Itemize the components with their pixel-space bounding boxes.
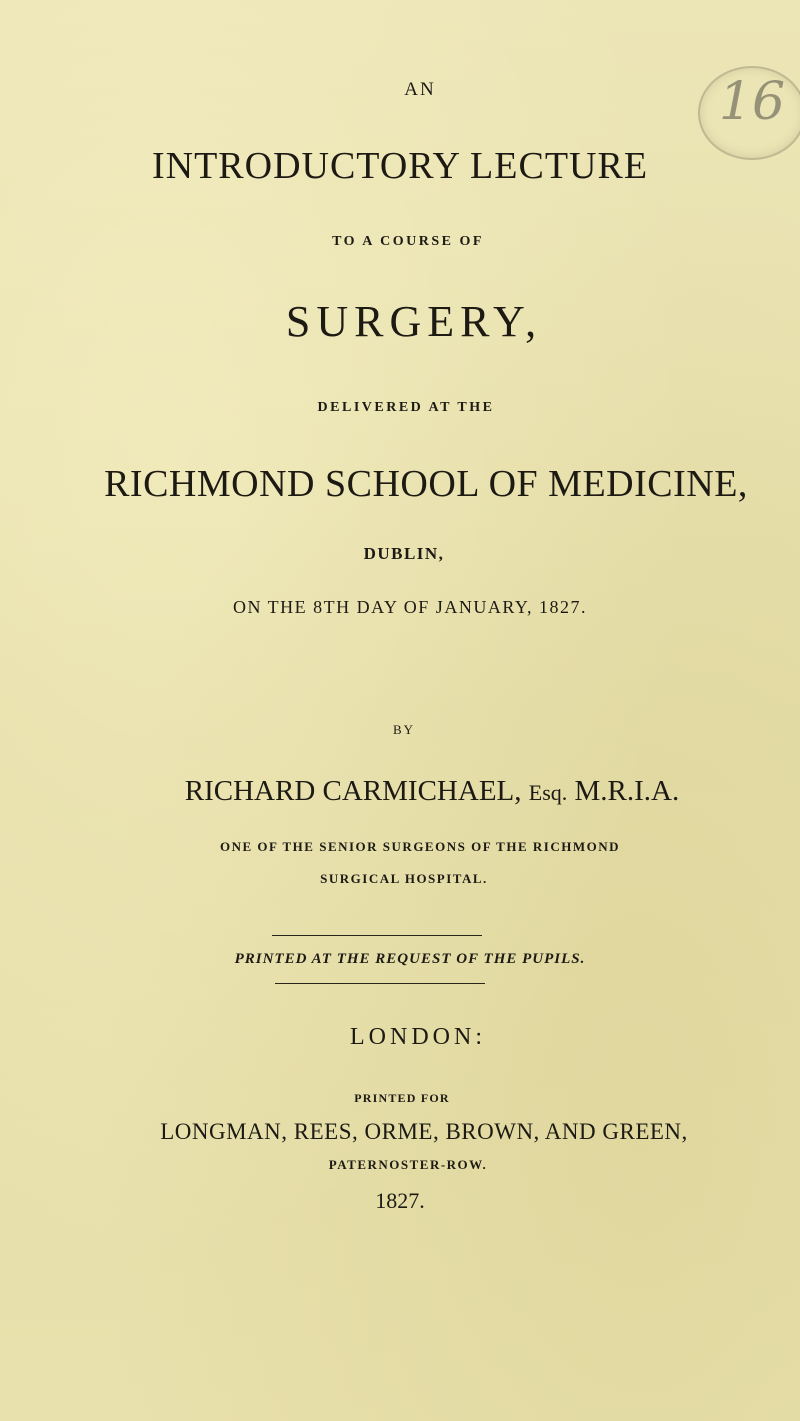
- date-line: ON THE 8TH DAY OF JANUARY, 1827.: [232, 597, 588, 617]
- publisher-address: PATERNOSTER-ROW.: [328, 1157, 488, 1172]
- divider-rule-top: [272, 935, 482, 936]
- to-a-course-of: TO A COURSE OF: [332, 234, 484, 249]
- subject-heading: SURGERY,: [285, 297, 543, 346]
- author-position-line-2: SURGICAL HOSPITAL.: [320, 871, 488, 886]
- author-name: RICHARD CARMICHAEL,: [184, 775, 522, 807]
- article-an: AN: [404, 79, 436, 100]
- printed-request: PRINTED AT THE REQUEST OF THE PUPILS.: [234, 951, 586, 967]
- imprint-year: 1827.: [375, 1188, 425, 1213]
- stamp-number: 16: [718, 72, 786, 132]
- printed-for: PRINTED FOR: [354, 1091, 450, 1105]
- author-degree: M.R.I.A.: [574, 775, 680, 807]
- publishers: LONGMAN, REES, ORME, BROWN, AND GREEN,: [160, 1119, 688, 1144]
- main-title: INTRODUCTORY LECTURE: [151, 145, 649, 187]
- delivered-at: DELIVERED AT THE: [317, 400, 495, 415]
- author-esq: Esq.: [528, 780, 568, 805]
- author-position-line-1: ONE OF THE SENIOR SURGEONS OF THE RICHMOND: [220, 839, 620, 854]
- author-line: [32, 777, 800, 806]
- imprint-place: LONDON:: [350, 1024, 486, 1050]
- divider-rule-bottom: [275, 983, 485, 984]
- city-name: DUBLIN,: [363, 544, 445, 563]
- institution-name: RICHMOND SCHOOL OF MEDICINE,: [104, 463, 748, 505]
- by-label: BY: [392, 722, 416, 737]
